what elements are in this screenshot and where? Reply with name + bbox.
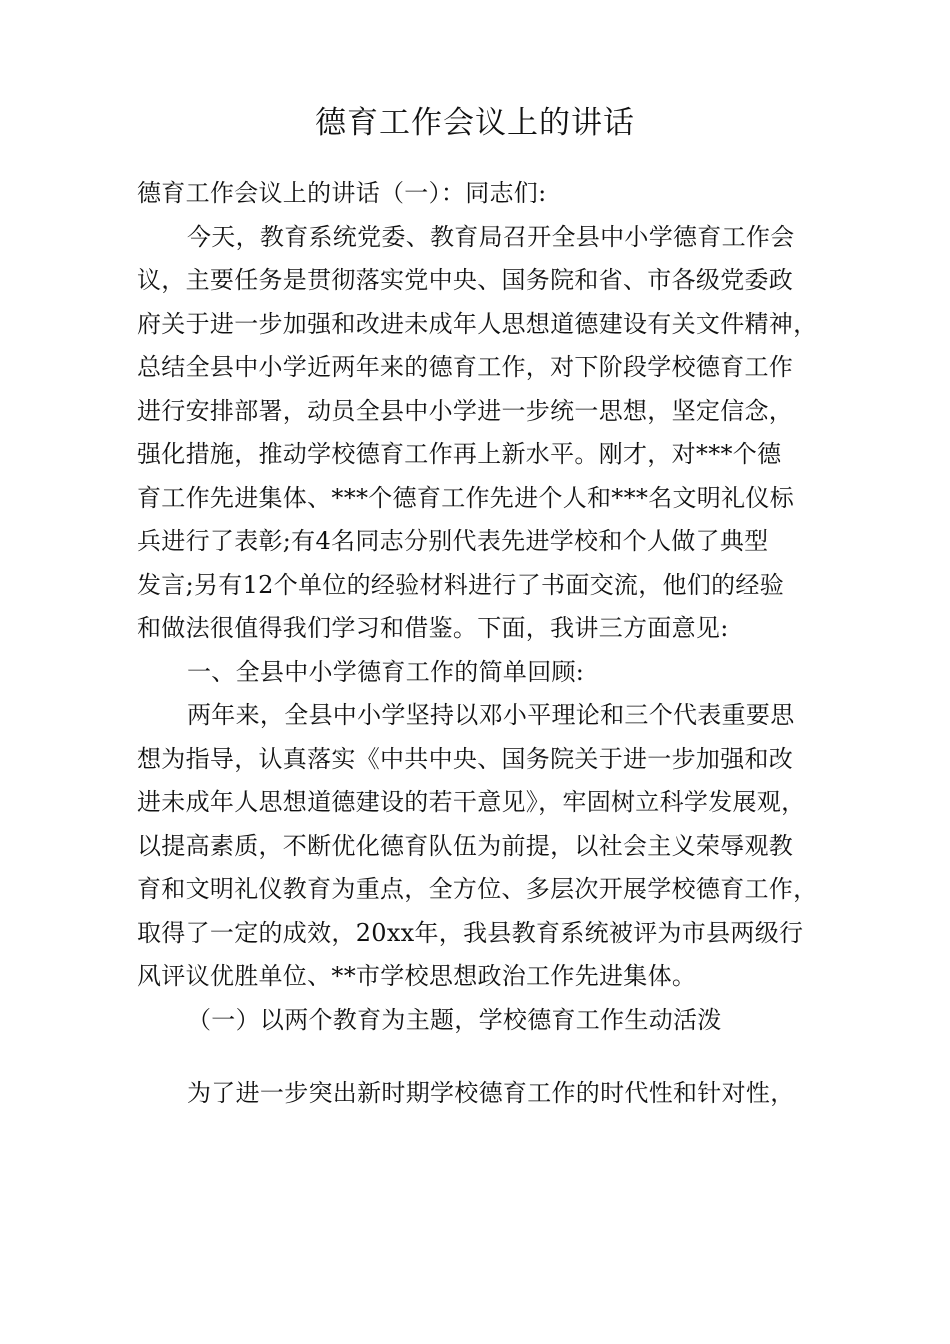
text-line: 府关于进一步加强和改进未成年人思想道德建设有关文件精神，: [137, 309, 818, 338]
text-line: 以提高素质，不断优化德育队伍为前提，以社会主义荣辱观教: [137, 831, 794, 860]
text-line: 育工作先进集体、***个德育工作先进个人和***名文明礼仪标: [137, 483, 794, 512]
text-line: 为了进一步突出新时期学校德育工作的时代性和针对性，: [187, 1079, 795, 1107]
text-line: 强化措施，推动学校德育工作再上新水平。刚才，对***个德: [137, 440, 782, 468]
text-line: 兵进行了表彰;有4名同志分别代表先进学校和个人做了典型: [137, 527, 769, 555]
text-line: 风评议优胜单位、**市学校思想政治工作先进集体。: [137, 962, 697, 990]
text-line: 育和文明礼仪教育为重点，全方位、多层次开展学校德育工作，: [137, 875, 818, 903]
text-line: 两年来，全县中小学坚持以邓小平理论和三个代表重要思: [187, 701, 795, 729]
text-line: 德育工作会议上的讲话（一）：同志们:: [137, 179, 547, 207]
text-line: 发言;另有12个单位的经验材料进行了书面交流，他们的经验: [137, 570, 785, 599]
text-line: 今天，教育系统党委、教育局召开全县中小学德育工作会: [187, 222, 795, 251]
section-heading: 一、全县中小学德育工作的简单回顾:: [187, 657, 585, 686]
text-line: 总结全县中小学近两年来的德育工作，对下阶段学校德育工作: [137, 353, 794, 381]
text-line: 进行安排部署，动员全县中小学进一步统一思想，坚定信念，: [137, 396, 794, 425]
text-line: 取得了一定的成效，20xx年，我县教育系统被评为市县两级行: [137, 918, 804, 947]
text-line: 想为指导，认真落实《中共中央、国务院关于进一步加强和改: [137, 744, 794, 773]
text-line: 进未成年人思想道德建设的若干意见》，牢固树立科学发展观，: [137, 788, 806, 816]
text-line: 议，主要任务是贯彻落实党中央、国务院和省、市各级党委政: [137, 266, 794, 294]
subsection-heading: （一）以两个教育为主题，学校德育工作生动活泼: [187, 1005, 722, 1034]
document-title: 德育工作会议上的讲话: [315, 105, 635, 141]
document-body: [137, 172, 837, 1116]
text-line: 和做法很值得我们学习和借鉴。下面，我讲三方面意见:: [137, 614, 729, 642]
